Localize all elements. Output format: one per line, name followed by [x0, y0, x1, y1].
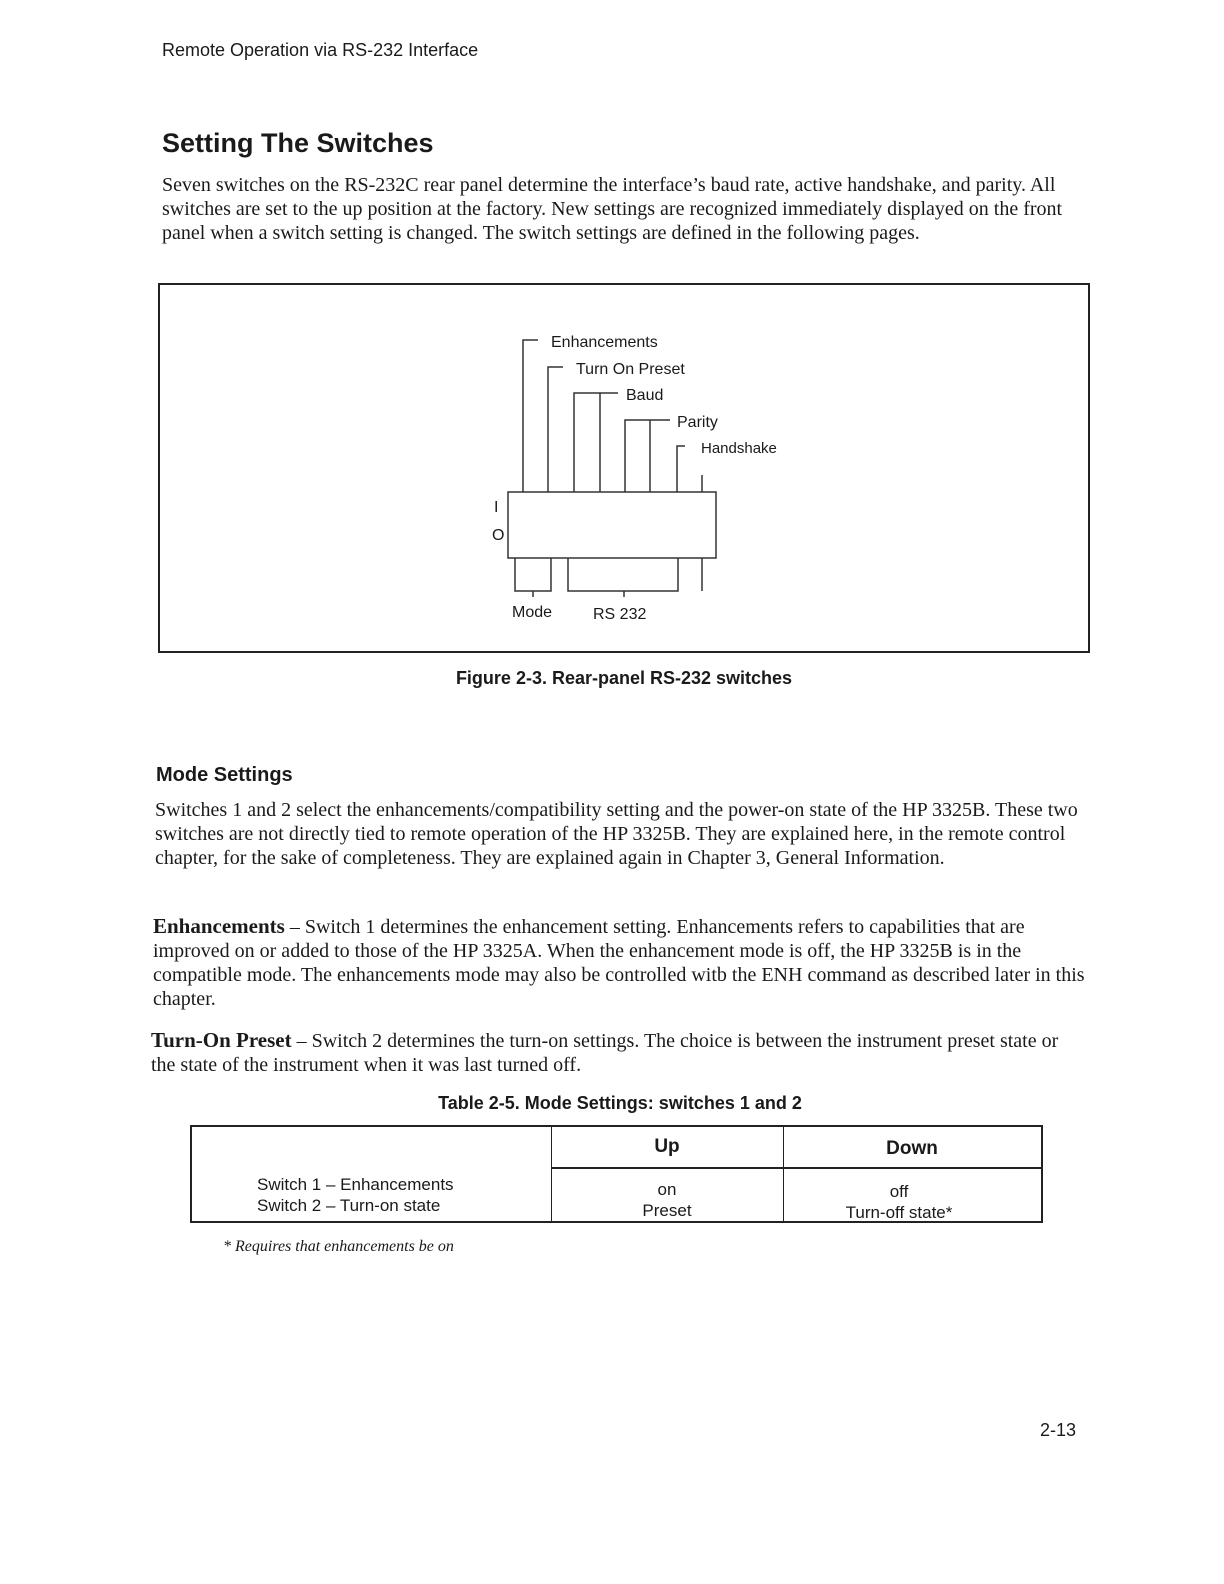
mode-label: Mode: [512, 604, 553, 621]
table-row-label: Switch 1 – Enhancements: [257, 1175, 454, 1194]
turn-on-preset-paragraph: [151, 1028, 1086, 1077]
baud-lead-a: [574, 393, 618, 492]
turn-on-preset-dash: –: [291, 1030, 312, 1052]
parity-label: Parity: [677, 414, 718, 431]
rs232-label: RS 232: [593, 606, 647, 623]
handshake-label: Handshake: [701, 440, 777, 457]
page-number: 2-13: [1040, 1420, 1077, 1440]
turn-on-preset-lead: [548, 367, 563, 492]
turn-on-preset-label: Turn On Preset: [576, 361, 685, 378]
down-position-label: O: [492, 527, 505, 544]
figure-caption: Figure 2-3. Rear-panel RS-232 switches: [455, 668, 793, 688]
mode-settings-paragraph: Switches 1 and 2 select the enhancements/compatibility setting and the power-on state of the HP 3325B. These two switches are not directly tied to remote operation of the HP 3325B. They are explained here, in the remote control chapter, for the sake of completeness. They are explained again in Chapter 3, General Information.: [155, 799, 1078, 869]
table-footnote: * Requires that enhancements be on: [223, 1238, 454, 1255]
table-cell-up: on: [657, 1180, 677, 1199]
table-cell-down: Turn-off state*: [845, 1203, 953, 1222]
switch-diagram: [158, 283, 1090, 653]
table-cell-up: Preset: [642, 1201, 692, 1220]
table-header-down: Down: [886, 1138, 938, 1159]
enhancements-paragraph: [153, 914, 1088, 1011]
enhancements-dash: –: [284, 916, 305, 938]
mode-settings-heading: Mode Settings: [156, 764, 293, 786]
enhancements-lead-term: Enhancements: [153, 914, 285, 938]
table-cell-down: off: [889, 1182, 909, 1201]
enhancements-text: Switch 1 determines the enhancement setting. Enhancements refers to capabilities that are improved on or added to those of the HP 3325A. When the enhancement mode is off, the HP 3325B is in the compatible mode. The enhancements mode may also be controlled witb the ENH command as described later in this chapter.: [153, 916, 1085, 1010]
switch-body: [508, 492, 716, 558]
table-header-up: Up: [654, 1136, 680, 1157]
up-position-label: I: [494, 499, 499, 516]
enhancements-lead: [523, 340, 538, 492]
handshake-lead: [677, 446, 685, 492]
section-title: Setting The Switches: [162, 128, 434, 158]
turn-on-preset-text: Switch 2 determines the turn-on settings. The choice is between the instrument preset state or the state of the instrument when it was last turned off.: [151, 1030, 1059, 1076]
mode-bracket: [515, 558, 551, 591]
enhancements-label: Enhancements: [551, 334, 658, 351]
table-row-label: Switch 2 – Turn-on state: [257, 1196, 441, 1215]
rs232-bracket: [568, 558, 678, 591]
intro-paragraph: Seven switches on the RS-232C rear panel determine the interface’s baud rate, active handshake, and parity. All switches are set to the up position at the factory. New settings are recognized immediately displayed on the front panel when a switch setting is changed. The switch settings are defined in the following pages.: [162, 174, 1063, 244]
turn-on-preset-lead-term: Turn-On Preset: [151, 1028, 292, 1052]
running-header: Remote Operation via RS-232 Interface: [162, 40, 479, 60]
table-header-rule: [551, 1167, 1041, 1169]
parity-lead-a: [625, 420, 670, 492]
mode-settings-table: [190, 1125, 1043, 1223]
baud-label: Baud: [626, 387, 664, 404]
table-caption: Table 2-5. Mode Settings: switches 1 and 2: [438, 1093, 802, 1113]
